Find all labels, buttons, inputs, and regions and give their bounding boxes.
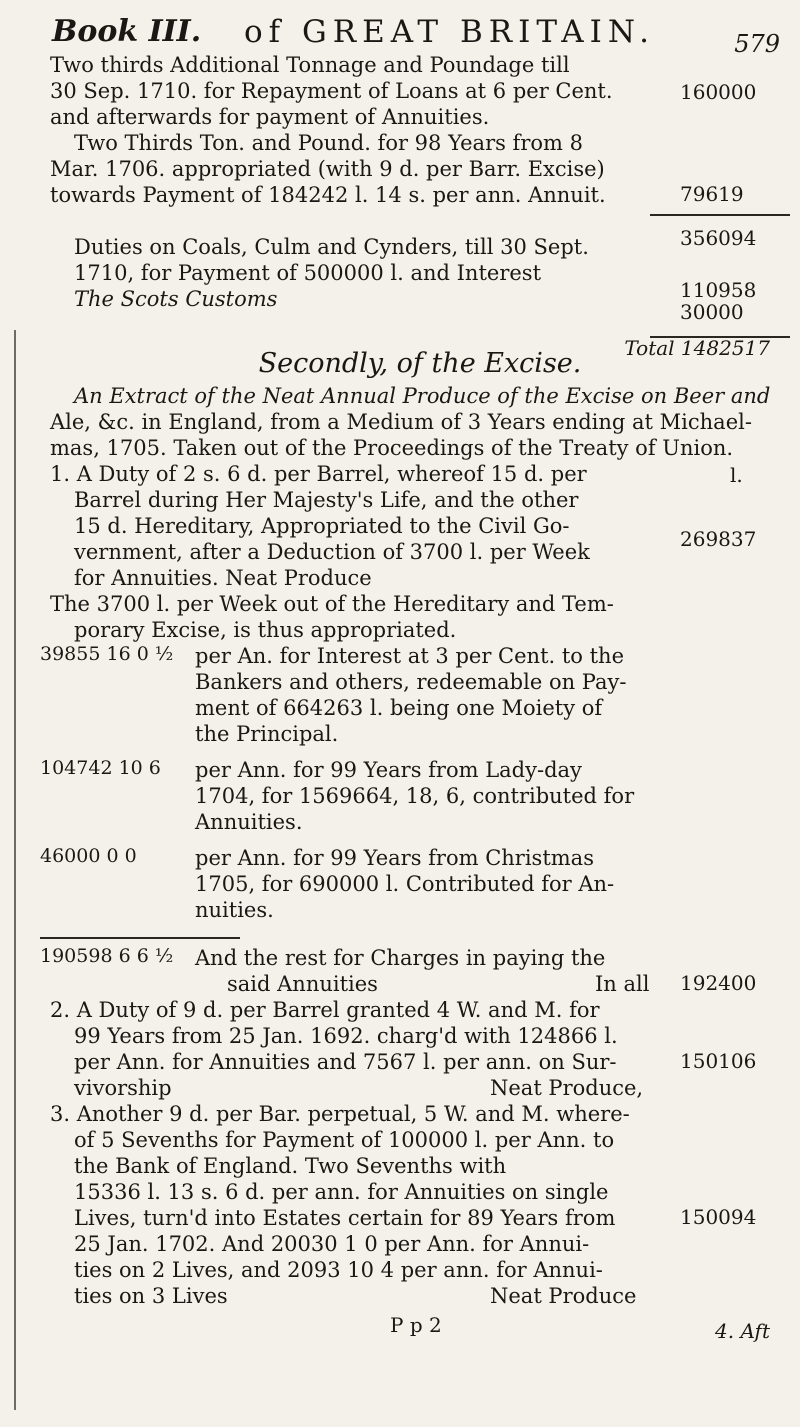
text-line: ment of 664263 l. being one Moiety of	[195, 696, 603, 720]
total-label: Total	[624, 336, 675, 360]
text-line: and afterwards for payment of Annuities.	[50, 105, 490, 129]
text-line	[50, 1283, 790, 1309]
excise-item-2	[50, 997, 790, 1101]
text-fragment: vivorship	[74, 1076, 172, 1100]
running-title: of GREAT BRITAIN.	[244, 14, 655, 50]
in-all-label: In all	[595, 972, 650, 996]
amount: 30000	[680, 300, 744, 324]
text-line: Two thirds Additional Tonnage and Poundage till	[50, 53, 570, 77]
divider	[650, 214, 790, 216]
appropriation-2	[40, 757, 790, 835]
margin-amount: 46000 0 0	[40, 845, 137, 867]
amount: 192400	[680, 971, 757, 995]
neat-produce-label: Neat Produce,	[490, 1076, 644, 1100]
appropriation-3	[40, 845, 790, 923]
amount: 79619	[680, 182, 744, 206]
text-line: Barrel during Her Majesty's Life, and the other	[74, 488, 579, 512]
total-line	[624, 336, 770, 360]
text-line: The 3700 l. per Week out of the Hereditary and Tem-	[50, 592, 614, 616]
text-line: Two Thirds Ton. and Pound. for 98 Years from 8	[74, 131, 583, 155]
excise-intro	[50, 383, 790, 461]
page-footer	[50, 1309, 790, 1349]
text-line: Ale, &c. in England, from a Medium of 3 Years ending at Michael-	[50, 410, 752, 434]
text-line: Mar. 1706. appropriated (with 9 d. per Barr. Excise)	[50, 157, 605, 181]
entry-scots-customs	[50, 286, 790, 324]
appropriation-1	[40, 643, 790, 747]
text-fragment: ties on 3 Lives	[74, 1284, 228, 1308]
text-line: 15 d. Hereditary, Appropriated to the Civil Go-	[74, 514, 570, 538]
text-line: the Bank of England. Two Sevenths with	[74, 1154, 507, 1178]
text-line: 25 Jan. 1702. And 20030 1 0 per Ann. for Annui-	[74, 1232, 590, 1256]
text-line: 15336 l. 13 s. 6 d. per ann. for Annuities on single	[74, 1180, 609, 1204]
amount: 110958	[680, 278, 757, 302]
text-line: per An. for Interest at 3 per Cent. to the	[195, 644, 625, 668]
catchword: 4. Aft	[715, 1319, 770, 1343]
text-line: 1. A Duty of 2 s. 6 d. per Barrel, whereof 15 d. per	[50, 462, 587, 486]
text-line: Annuities.	[195, 810, 303, 834]
amount: 150094	[680, 1205, 757, 1229]
text-line: nuities.	[195, 898, 274, 922]
text-line: per Ann. for 99 Years from Christmas	[195, 846, 594, 870]
entry-tonnage-additional	[50, 52, 790, 130]
entry-tonnage-98-years	[50, 130, 790, 208]
text-line: of 5 Sevenths for Payment of 100000 l. per Ann. to	[74, 1128, 615, 1152]
text-line: And the rest for Charges in paying the	[195, 946, 606, 970]
text-line: porary Excise, is thus appropriated.	[74, 618, 457, 642]
text-line: Lives, turn'd into Estates certain for 89 Years from	[74, 1206, 616, 1230]
hereditary-note	[50, 591, 790, 643]
excise-item-3	[50, 1101, 790, 1309]
text-line: 99 Years from 25 Jan. 1692. charg'd with 124866 l.	[74, 1024, 618, 1048]
text-line: 1704, for 1569664, 18, 6, contributed for	[195, 784, 635, 808]
rest-for-charges	[40, 945, 790, 997]
signature-mark: P p 2	[390, 1313, 442, 1337]
neat-produce-label: Neat Produce	[490, 1284, 637, 1308]
text-line: ties on 2 Lives, and 2093 10 4 per ann. for Annui-	[74, 1258, 603, 1282]
text-line: per Ann. for Annuities and 7567 l. per ann. on Sur-	[74, 1050, 617, 1074]
section-title-text: Secondly, of the Excise.	[258, 348, 582, 379]
margin-amount: 39855 16 0 ½	[40, 643, 174, 665]
amount: 269837	[680, 527, 757, 551]
text-line: 1705, for 690000 l. Contributed for An-	[195, 872, 615, 896]
text-line: 2. A Duty of 9 d. per Barrel granted 4 W. and M. for	[50, 998, 600, 1022]
text-line: 1710, for Payment of 500000 l. and Interest	[74, 261, 542, 285]
excise-item-1	[50, 461, 790, 591]
text-line: Bankers and others, redeemable on Pay-	[195, 670, 627, 694]
text-line	[50, 1075, 790, 1101]
margin-amount: 104742 10 6	[40, 757, 161, 779]
divider	[40, 937, 240, 939]
text-line: mas, 1705. Taken out of the Proceedings of the Treaty of Union.	[50, 436, 734, 460]
amount: 150106	[680, 1049, 757, 1073]
text-line: 3. Another 9 d. per Bar. perpetual, 5 W. and M. where-	[50, 1102, 630, 1126]
text-line: 30 Sep. 1710. for Repayment of Loans at 6 per Cent.	[50, 79, 613, 103]
book-reference: Book III.	[52, 14, 202, 49]
page-body	[40, 52, 790, 1349]
amount-subtotal: 356094	[680, 226, 757, 250]
text-line: vernment, after a Deduction of 3700 l. per Week	[74, 540, 590, 564]
page-number: 579	[734, 30, 780, 58]
text-line: towards Payment of 184242 l. 14 s. per ann. Annuit.	[50, 183, 606, 207]
text-line: for Annuities. Neat Produce	[74, 566, 372, 590]
text-line: Duties on Coals, Culm and Cynders, till 30 Sept.	[74, 235, 589, 259]
gutter-shadow	[14, 330, 16, 1410]
text-line: the Principal.	[195, 722, 339, 746]
text-line: The Scots Customs	[74, 287, 278, 311]
text-line: per Ann. for 99 Years from Lady-day	[195, 758, 582, 782]
unit-label: l.	[730, 463, 743, 487]
text-line: An Extract of the Neat Annual Produce of the Excise on Beer and	[74, 384, 771, 408]
total-value: 1482517	[680, 336, 770, 360]
margin-amount: 190598 6 6 ½	[40, 945, 174, 967]
section-title	[50, 336, 790, 379]
text-fragment: said Annuities	[227, 972, 378, 996]
amount: 160000	[680, 80, 757, 104]
